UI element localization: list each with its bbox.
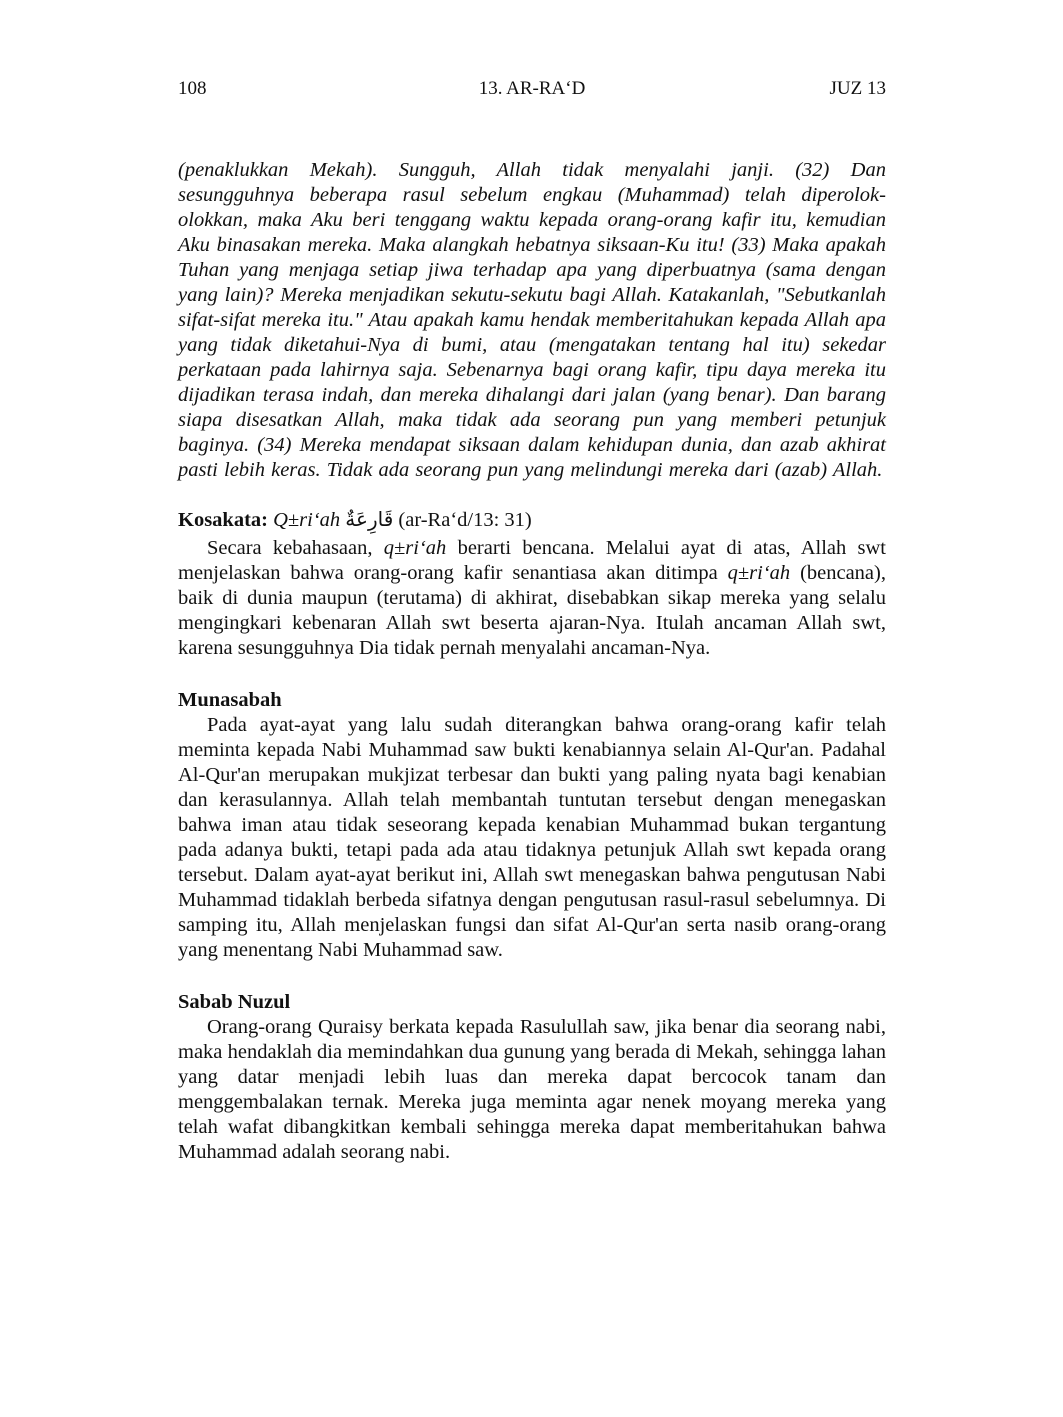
- page-number: 108: [178, 78, 207, 99]
- kosakata-label: Kosakata:: [178, 509, 268, 531]
- kosakata-arabic: قَارِعَةٌ: [345, 507, 394, 531]
- kosakata-text-1: Secara kebahasaan,: [207, 537, 373, 559]
- kosakata-term-inline-2: q±ri‘ah: [727, 562, 791, 584]
- sabab-nuzul-heading: Sabab Nuzul: [178, 991, 291, 1013]
- kosakata-term: Q±ri‘ah: [273, 509, 341, 531]
- munasabah-heading: Munasabah: [178, 689, 282, 711]
- kosakata-text-3: (bencana), baik di dunia maupun (terutama) di akhirat, disebabkan sikap mereka yang selalu mengingkari kebenaran Allah swt beserta ajaran-Nya. Itulah ancaman Allah swt, karena sesungguhnya Dia tidak pernah menyalahi ancaman-Nya.: [178, 562, 886, 659]
- juz-label: JUZ 13: [829, 78, 886, 99]
- verse-translation: (penaklukkan Mekah). Sungguh, Allah tidak menyalahi janji. (32) Dan sesungguhnya beberapa rasul sebelum engkau (Muhammad) telah diperolok-olokkan, maka Aku beri tenggang waktu kepada orang-orang kafir itu, kemudian Aku binasakan mereka. Maka alangkah hebatnya siksaan-Ku itu! (33) Maka apakah Tuhan yang menjaga setiap jiwa terhadap apa yang diperbuatnya (sama dengan yang lain)? Mereka menjadikan sekutu-sekutu bagi Allah. Katakanlah, "Sebutkanlah sifat-sifat mereka itu." Atau apakah kamu hendak memberitahukan kepada Allah apa yang tidak diketahui-Nya di bumi, atau (mengatakan tentang hal itu) sekedar perkataan pada lahirnya saja. Sebenarnya bagi orang kafir, tipu daya mereka itu dijadikan terasa indah, dan mereka dihalangi dari jalan (yang benar). Dan barang siapa disesatkan Allah, maka tidak ada seorang pun yang memberi petunjuk baginya. (34) Mereka mendapat siksaan dalam kehidupan dunia, dan azab akhirat pasti lebih keras. Tidak ada seorang pun yang melindungi mereka dari (azab) Allah.: [178, 159, 886, 481]
- chapter-title: 13. AR-RA‘D: [478, 78, 586, 99]
- kosakata-paragraph: [178, 536, 886, 661]
- book-page: [178, 0, 886, 1417]
- munasabah-paragraph: Pada ayat-ayat yang lalu sudah diterangkan bahwa orang-orang kafir telah meminta kepada Nabi Muhammad saw bukti kenabiannya selain Al-Qur'an. Padahal Al-Qur'an merupakan mukjizat terbesar dan bukti yang paling nyata bagi kenabian dan kerasulannya. Allah telah membantah tuntutan tersebut dengan menegaskan bahwa iman atau tidak seseorang kepada kenabian Muhammad bukan tergantung pada adanya bukti, tetapi pada ada atau tidaknya petunjuk Allah swt kepada orang tersebut. Dalam ayat-ayat berikut ini, Allah swt menegaskan bahwa pengutusan Nabi Muhammad tidaklah berbeda sifatnya dengan pengutusan rasul-rasul sebelumnya. Di samping itu, Allah menjelaskan fungsi dan sifat Al-Qur'an serta nasib orang-orang yang menentang Nabi Muhammad saw.: [178, 714, 886, 961]
- kosakata-heading: [178, 505, 886, 534]
- kosakata-text-2: berarti bencana. Melalui ayat di atas, Allah swt menjelaskan bahwa orang-orang kafir senantiasa akan ditimpa: [178, 537, 886, 584]
- kosakata-term-inline-1: q±ri‘ah: [383, 537, 447, 559]
- sabab-nuzul-paragraph: Orang-orang Quraisy berkata kepada Rasulullah saw, jika benar dia seorang nabi, maka hendaklah dia memindahkan dua gunung yang berada di Mekah, sehingga lahan yang datar menjadi lebih luas dan mereka dapat bercocok tanam dan menggembalakan ternak. Mereka juga meminta agar nenek moyang mereka yang telah wafat dibangkitkan kembali sehingga mereka dapat memberitahukan bahwa Muhammad adalah seorang nabi.: [178, 1016, 886, 1163]
- page-body: [178, 158, 886, 1165]
- page-header: [178, 76, 886, 102]
- kosakata-reference: (ar-Ra‘d/13: 31): [398, 509, 532, 531]
